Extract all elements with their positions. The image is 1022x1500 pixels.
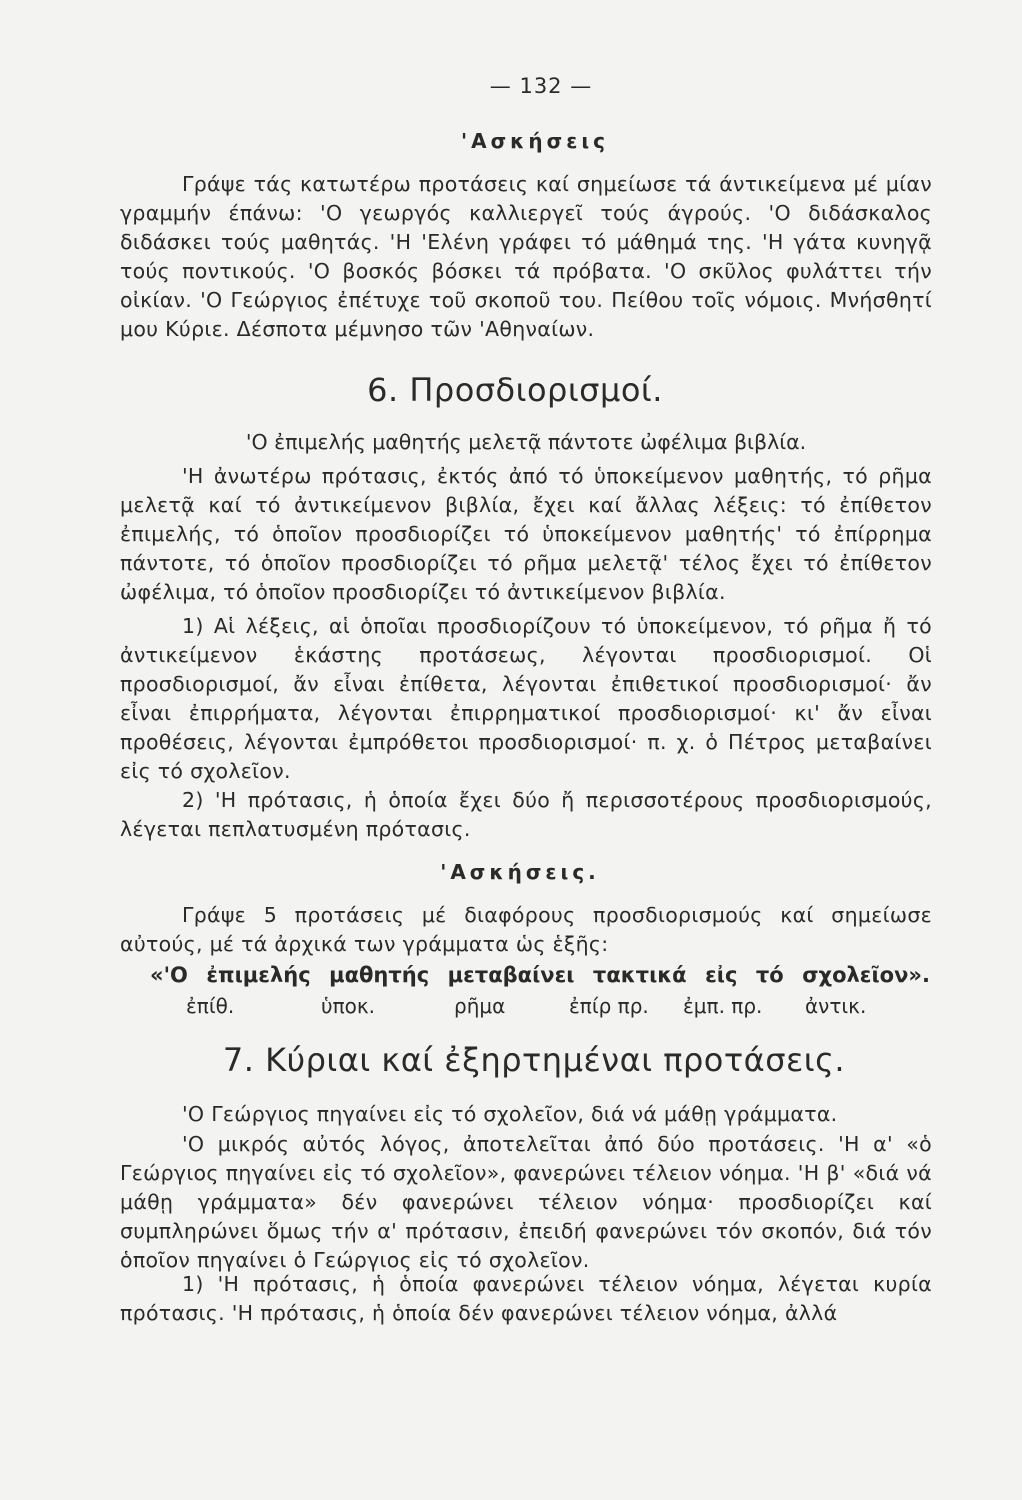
sentence-word: σχολεῖον». [802,963,930,987]
abbrev-label: ἐμπ. πρ. [683,994,763,1018]
section-7-paragraph-1: 'Ο μικρός αὐτός λόγος, ἀποτελεῖται ἀπό δύο προτάσεις. 'Η α' «ὁ Γεώργιος πηγαίνει εἰς τό σχολεῖον», φανερώνει τέλειον νόημα. 'Η β' «διά νά μάθῃ γράμματα» δέν φανερώνει τέλειον νόημα· προσδιορίζει καί συμπληρώνει ὅμως τήν α' πρότασιν, ἐπειδή φανερώνει τόν σκοπόν, διά τόν ὁποῖον πηγαίνει ὁ Γεώργιος εἰς τό σχολεῖον. [120,1132,932,1272]
section-6-paragraph-2: 1) Αἱ λέξεις, αἱ ὁποῖαι προσδιορίζουν τό ὑποκείμενον, τό ρῆμα ἤ τό ἀντικείμενον ἑκάστης προτάσεως, λέγονται προσδιορισμοί. Οἱ προσδιορισμοί, ἄν εἶναι ἐπίθετα, λέγονται ἐπιθετικοί προσδιορισμοί· ἄν εἶναι ἐπιρρήματα, λέγονται ἐπιρρηματικοί προσδιορισμοί· κι' ἄν εἶναι προθέσεις, λέγονται ἐμπρόθετοι προσδιορισμοί· π. χ. ὁ Πέτρος μεταβαίνει εἰς τό σχολεῖον. [120,614,932,783]
sentence-word: τακτικά [592,963,687,987]
abbrev-label: ρῆμα [454,994,506,1018]
section-6-paragraph-3: 2) 'Η πρότασις, ἡ ὁποία ἔχει δύο ἤ περισσοτέρους προσδιορισμούς, λέγεται πεπλατυσμένη πρότασις. [120,788,932,841]
exercises-heading-2: 'Ασκήσεις. [440,860,600,884]
abbrev-label: ἐπίθ. [186,994,235,1018]
exercise-1-paragraph: Γράψε τάς κατωτέρω προτάσεις καί σημείωσε τά άντικείμενα μέ μίαν γραμμήν έπάνω: 'Ο γεωργός καλλιεργεῖ τούς άγρούς. 'Ο διδάσκαλος διδάσκει τούς μαθητάς. 'Η 'Ελένη γράφει τό μάθημά της. 'Η γάτα κυνηγᾷ τούς ποντικούς. 'Ο βοσκός βόσκει τά πρόβατα. 'Ο σκῦλος φυλάττει τήν οἰκίαν. 'Ο Γεώργιος ἐπέτυχε τοῦ σκοποῦ του. Πείθου τοῖς νόμοις. Μνήσθητί μου Κύριε. Δέσποτα μέμνησο τῶν 'Αθηναίων. [120,172,932,341]
sentence-word: τό [755,963,784,987]
sentence-word: ἐπιμελής [206,963,311,987]
exercise-2-paragraph: Γράψε 5 προτάσεις μέ διαφόρους προσδιορισμούς καί σημείωσε αὐτούς, μέ τά ἀρχικά των γράμματα ὡς ἑξῆς: [120,903,932,956]
section-6-paragraph-1: 'Η ἀνωτέρω πρότασις, ἐκτός ἀπό τό ὑποκείμενον μαθητής, τό ρῆμα μελετᾷ καί τό ἀντικείμενον βιβλία, ἔχει καί ἄλλας λέξεις: τό ἐπίθετον ἐπιμελής, τό ὁποῖον προσδιορίζει τό ὑποκείμενον μαθητής' τό ἐπίρρημα πάντοτε, τό ὁποῖον προσδιορίζει τό ρῆμα μελετᾷ' τέλος ἔχει τό ἐπίθετον ὠφέλιμα, τό ὁποῖον προσδιορίζει τό ἀντικείμενον βιβλία. [120,464,932,604]
exercises-heading-1: 'Ασκήσεις [461,129,609,153]
section-7-paragraph-2: 1) 'Η πρότασις, ἡ ὁποία φανερώνει τέλειον νόημα, λέγεται κυρία πρότασις. 'Η πρότασις, ἡ ὁποία δέν φανερώνει τέλειον νόημα, ἀλλά [120,1272,932,1325]
section-6-title: 6. Προσδιορισμοί. [367,371,663,409]
section-6-example-sentence: 'Ο ἐπιμελής μαθητής μελετᾷ πάντοτε ὠφέλιμα βιβλία. [245,430,807,454]
sentence-word: εἰς [705,963,738,987]
sentence-word: μεταβαίνει [447,963,575,987]
abbrev-label: ἀντικ. [805,994,867,1018]
abbrev-label: ἐπίρ πρ. [569,994,649,1018]
sentence-word: «'Ο [150,963,188,987]
abbrev-label: ὑποκ. [321,994,375,1018]
section-7-example-sentence: 'Ο Γεώργιος πηγαίνει εἰς τό σχολεῖον, διά νά μάθῃ γράμματα. [182,1102,838,1126]
section-7-title: 7. Κύριαι καί ἐξηρτημέναι προτάσεις. [222,1041,846,1079]
page-number: — 132 — [489,74,593,98]
sentence-word: μαθητής [329,963,430,987]
exercise-2-example-sentence [150,963,930,987]
